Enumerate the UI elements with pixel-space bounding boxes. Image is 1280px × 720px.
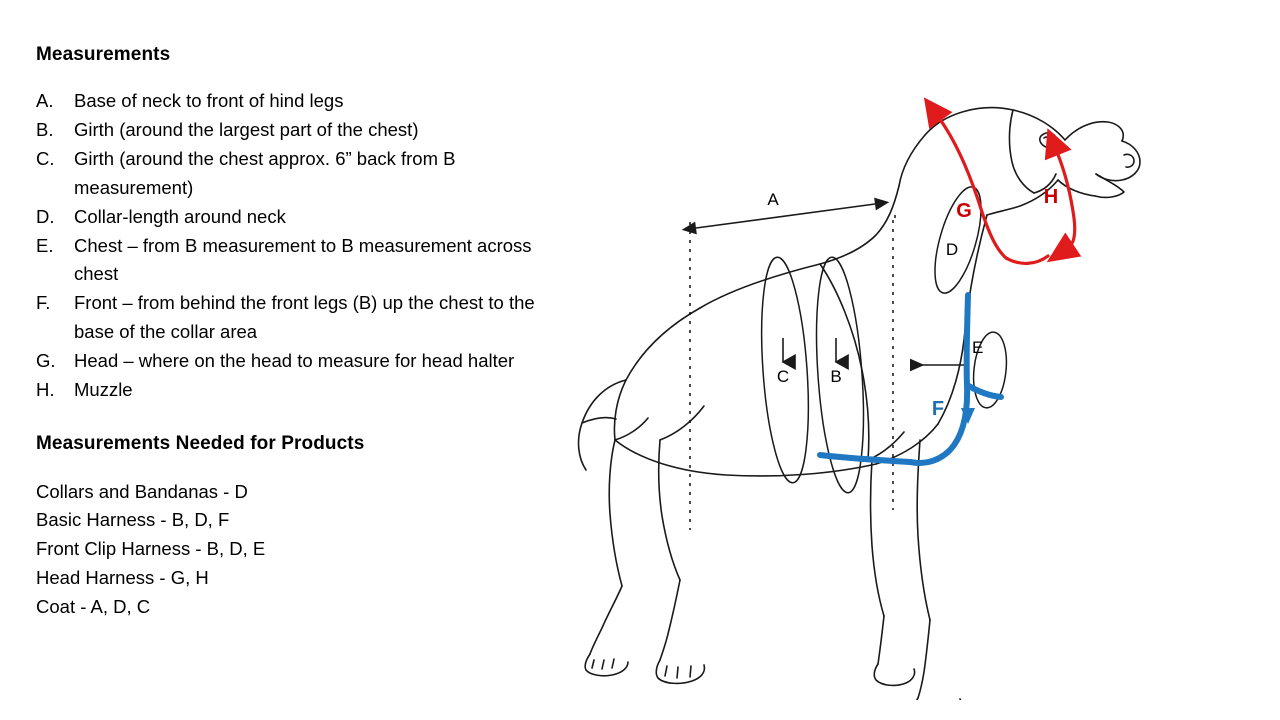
list-item-marker: E.	[36, 234, 54, 256]
dog-measurement-diagram	[520, 40, 1240, 700]
page-title: Measurements	[36, 44, 171, 65]
measure-c-label: C	[776, 367, 790, 386]
measure-b-arrow	[830, 338, 841, 386]
list-item-label: Girth (around the chest approx. 6” back from B measurement)	[74, 147, 456, 198]
list-item-marker: A.	[36, 89, 54, 111]
measure-f-label: F	[931, 398, 945, 420]
measure-h-line	[1057, 152, 1075, 248]
list-item: Basic Harness - B, D, F	[36, 509, 230, 531]
list-item-marker: G.	[36, 350, 56, 372]
list-item	[36, 289, 536, 346]
measure-d-label: D	[945, 240, 959, 259]
list-item: Collars and Bandanas - D	[36, 480, 248, 502]
list-item	[36, 145, 536, 202]
list-item	[36, 347, 536, 376]
list-item-label: Front – from behind the front legs (B) up the chest to the base of the collar area	[74, 292, 535, 343]
list-item	[36, 116, 536, 145]
list-item-label: Base of neck to front of hind legs	[74, 89, 344, 111]
measure-g-label: G	[956, 200, 972, 222]
list-item: Head Harness - G, H	[36, 567, 209, 589]
list-item-label: Muzzle	[74, 379, 133, 401]
list-item-label: Chest – from B measurement to B measurement across chest	[74, 234, 532, 285]
measure-b-label: B	[830, 367, 842, 386]
list-item-marker: H.	[36, 379, 55, 401]
list-item	[36, 376, 536, 405]
measure-a-arrow	[696, 190, 875, 228]
list-item-marker: B.	[36, 118, 54, 140]
list-item: Front Clip Harness - B, D, E	[36, 538, 266, 560]
measure-h-label: H	[1043, 186, 1059, 208]
measure-e-arrow	[910, 338, 983, 365]
measure-c-arrow	[777, 338, 789, 386]
text-column	[36, 44, 536, 622]
measure-e-label: E	[972, 338, 984, 357]
list-item-marker: C.	[36, 147, 55, 169]
list-item-label: Collar-length around neck	[74, 205, 286, 227]
list-item-label: Girth (around the largest part of the chest)	[74, 118, 419, 140]
measure-a-label: A	[767, 190, 779, 209]
list-item: Coat - A, D, C	[36, 595, 151, 617]
products-title: Measurements Needed for Products	[36, 432, 365, 454]
list-item-marker: D.	[36, 205, 55, 227]
list-item-marker: F.	[36, 292, 51, 314]
list-item	[36, 87, 536, 116]
measurement-list	[36, 87, 536, 405]
list-item	[36, 203, 536, 232]
list-item-label: Head – where on the head to measure for head halter	[74, 350, 515, 372]
product-list	[36, 478, 536, 622]
list-item	[36, 232, 536, 289]
